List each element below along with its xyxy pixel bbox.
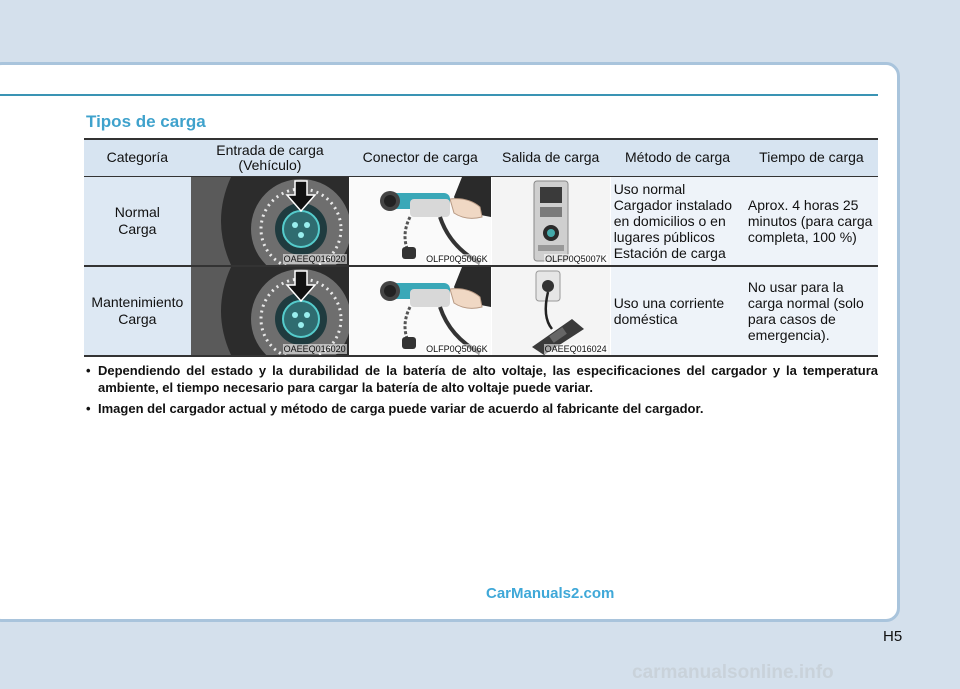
header-connector: Conector de carga	[349, 139, 491, 176]
notes-list	[86, 362, 878, 421]
household-outlet-illustration	[492, 267, 610, 355]
category-line2: Carga	[118, 220, 157, 237]
outlet-image-cell	[491, 176, 610, 266]
section-title: Tipos de carga	[86, 112, 206, 131]
note-item: • Dependiendo del estado y la durabilidad de la batería de alto voltaje, las especificaciones del cargador y la temperatura ambiente, el tiempo necesario para cargar la batería de alto voltaje puede variar.	[86, 362, 878, 396]
charging-inlet-image	[191, 267, 349, 355]
connector-image-cell	[349, 176, 491, 266]
header-inlet	[191, 139, 350, 176]
charging-connector-image	[350, 267, 491, 355]
header-time: Tiempo de carga	[745, 139, 878, 176]
time-cell: Aprox. 4 horas 25 minutos (para carga completa, 100 %)	[745, 176, 878, 266]
household-outlet-image	[492, 267, 610, 355]
connector-image-cell	[349, 266, 491, 356]
category-cell	[84, 176, 191, 266]
charging-station-illustration	[492, 177, 610, 265]
outlet-image-cell	[491, 266, 610, 356]
inlet-image-cell	[191, 266, 350, 356]
outlet-image-code: OLFP0Q5007K	[545, 253, 607, 264]
charging-connector-illustration	[350, 267, 491, 355]
header-inlet-line1: Entrada de carga	[216, 141, 324, 158]
header-category: Categoría	[84, 139, 191, 176]
header-inlet-line2: (Vehículo)	[238, 156, 302, 173]
table-row	[84, 266, 878, 356]
category-line1: Normal	[114, 203, 160, 220]
connector-image-code: OLFP0Q5006K	[426, 253, 488, 264]
inlet-image-code: OAEEQ016020	[283, 253, 346, 264]
charging-inlet-illustration	[191, 267, 349, 355]
table-header-row	[84, 139, 878, 176]
category-line2: Carga	[118, 310, 157, 327]
charging-inlet-illustration	[191, 177, 349, 265]
charging-connector-image	[350, 177, 491, 265]
outlet-image-code: OAEEQ016024	[544, 343, 607, 354]
watermark-link[interactable]: CarManuals2.com	[486, 585, 615, 602]
page-number: H5	[883, 628, 903, 645]
note-item: • Imagen del cargador actual y método de carga puede variar de acuerdo al fabricante del cargador.	[86, 400, 878, 417]
charging-types-table	[84, 138, 878, 357]
connector-image-code: OLFP0Q5006K	[426, 343, 488, 354]
header-rule	[0, 94, 878, 96]
method-cell: Uso una corriente doméstica	[610, 266, 745, 356]
inlet-image-cell	[191, 176, 350, 266]
category-line1: Mantenimiento	[91, 293, 184, 310]
inlet-image-code: OAEEQ016020	[283, 343, 346, 354]
table-row	[84, 176, 878, 266]
time-cell: No usar para la carga normal (solo para casos de emergencia).	[745, 266, 878, 356]
header-method: Método de carga	[610, 139, 745, 176]
header-outlet: Salida de carga	[491, 139, 610, 176]
category-cell	[84, 266, 191, 356]
watermark-footer: carmanualsonline.info	[632, 662, 834, 683]
charging-inlet-image	[191, 177, 349, 265]
charging-outlet-image	[492, 177, 610, 265]
method-cell: Uso normal Cargador instalado en domicilios o en lugares públicos Estación de carga	[610, 176, 745, 266]
charging-connector-illustration	[350, 177, 491, 265]
